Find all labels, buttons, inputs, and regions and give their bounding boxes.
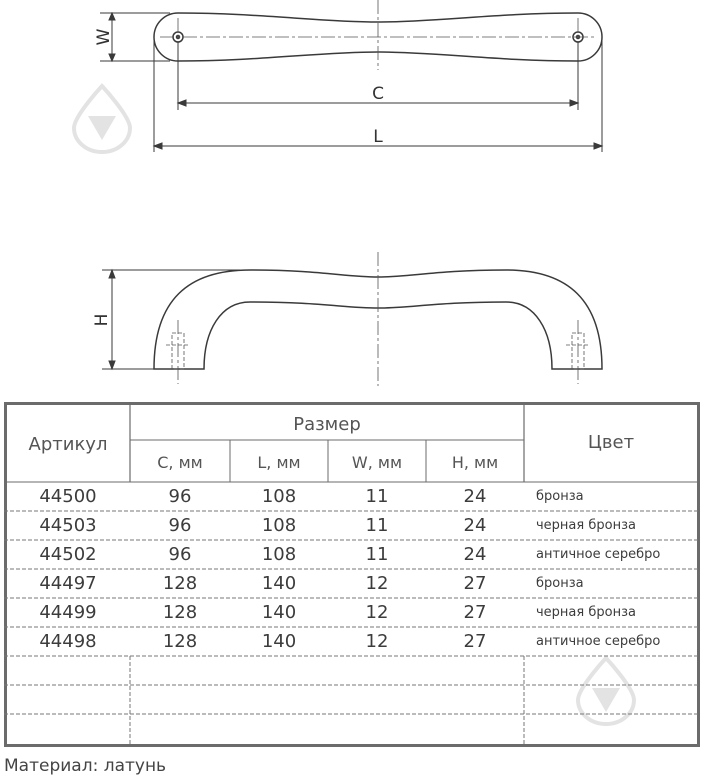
cell-article: 44503 — [39, 515, 97, 536]
size-column-l: L, мм — [257, 452, 301, 472]
cell-l: 140 — [261, 631, 297, 652]
article-header: Артикул — [28, 433, 108, 455]
cell-color: античное серебро — [536, 634, 661, 649]
cell-color: черная бронза — [536, 518, 636, 533]
cell-c: 96 — [168, 486, 192, 507]
drop-arrow-watermark-icon — [66, 82, 138, 154]
cell-h: 27 — [463, 631, 487, 652]
cell-h: 27 — [463, 602, 487, 623]
cell-h: 24 — [463, 486, 487, 507]
cell-c: 128 — [162, 573, 198, 594]
size-column-c: C, мм — [157, 452, 203, 472]
cell-color: античное серебро — [536, 547, 661, 562]
cell-w: 11 — [365, 515, 389, 536]
cell-l: 140 — [261, 573, 297, 594]
cell-w: 11 — [365, 544, 389, 565]
cell-w: 12 — [365, 602, 389, 623]
cell-c: 128 — [162, 631, 198, 652]
cell-w: 11 — [365, 486, 389, 507]
size-header: Размер — [293, 413, 361, 435]
cell-w: 12 — [365, 573, 389, 594]
size-column-w: W, мм — [351, 452, 403, 472]
cell-article: 44500 — [39, 486, 97, 507]
c-dimension-label: C — [372, 84, 384, 104]
material-note: Материал: латунь — [4, 756, 167, 776]
cell-article: 44499 — [39, 602, 97, 623]
cell-l: 108 — [261, 544, 297, 565]
cell-c: 96 — [168, 515, 192, 536]
specifications-table — [0, 402, 704, 747]
cell-w: 12 — [365, 631, 389, 652]
cell-l: 108 — [261, 515, 297, 536]
w-dimension-label: W — [94, 28, 114, 46]
cell-color: черная бронза — [536, 605, 636, 620]
cell-color: бронза — [536, 489, 584, 504]
size-column-h: H, мм — [451, 452, 499, 472]
cell-h: 27 — [463, 573, 487, 594]
cell-h: 24 — [463, 544, 487, 565]
color-header: Цвет — [587, 431, 635, 453]
cell-l: 108 — [261, 486, 297, 507]
cell-c: 96 — [168, 544, 192, 565]
cell-article: 44498 — [39, 631, 97, 652]
cell-l: 140 — [261, 602, 297, 623]
cell-color: бронза — [536, 576, 584, 591]
l-dimension-label: L — [373, 127, 383, 147]
h-dimension-label: H — [92, 313, 112, 327]
cell-article: 44502 — [39, 544, 97, 565]
cell-h: 24 — [463, 515, 487, 536]
cell-article: 44497 — [39, 573, 97, 594]
cell-c: 128 — [162, 602, 198, 623]
